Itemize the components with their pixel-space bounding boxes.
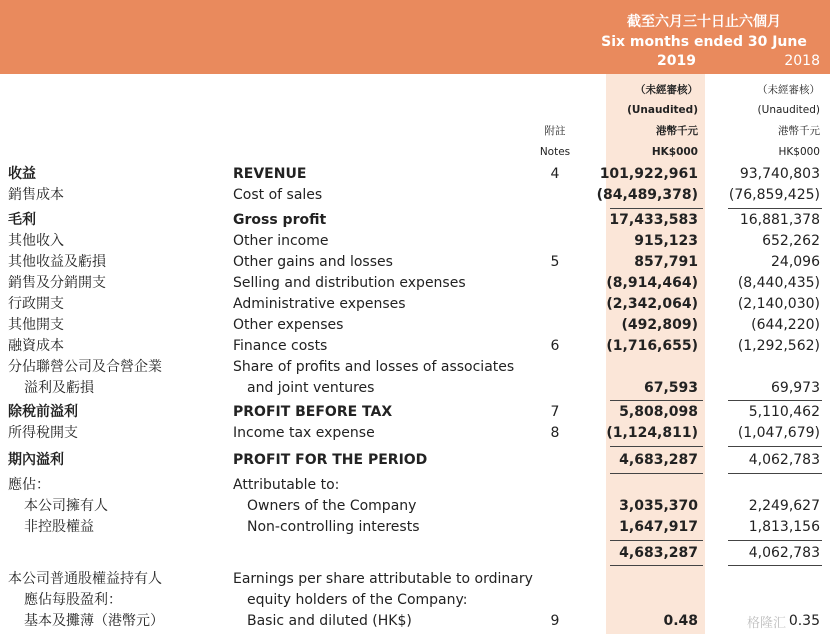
- rule-attrib-bottom-2019: [610, 565, 703, 566]
- watermark: 格隆汇: [746, 616, 786, 631]
- owners-2019: 3,035,370: [619, 498, 698, 514]
- cost-of-sales-label-en: Cost of sales: [233, 187, 323, 203]
- finance-costs-note: 6: [550, 338, 560, 354]
- header-band: [0, 0, 830, 74]
- profit-label-cn: 期內溢利: [8, 452, 64, 468]
- gross-profit-label-cn: 毛利: [8, 212, 36, 228]
- tax-label-en: Income tax expense: [233, 425, 375, 441]
- profit-2019: 4,683,287: [619, 452, 698, 468]
- revenue-2018: 93,740,803: [739, 166, 820, 182]
- other-gains-2018: 24,096: [771, 254, 820, 270]
- attrib-total-2019: 4,683,287: [619, 545, 698, 561]
- admin-2018: (2,140,030): [737, 296, 820, 312]
- currency-cn-2018: 港幣千元: [778, 125, 820, 137]
- pbt-label-en: PROFIT BEFORE TAX: [233, 404, 393, 420]
- revenue-2019: 101,922,961: [599, 166, 698, 182]
- other-gains-label-en: Other gains and losses: [233, 254, 393, 270]
- tax-2019: (1,124,811): [606, 425, 698, 441]
- eps-label-en-1: Earnings per share attributable to ordinary: [233, 571, 533, 587]
- share-assoc-label-cn-2: 溢利及虧損: [24, 380, 94, 396]
- other-expenses-2018: (644,220): [751, 317, 820, 333]
- cost-of-sales-2018: (76,859,425): [728, 187, 820, 203]
- unaudited-cn-2019: （未經審核）: [635, 84, 698, 96]
- profit-label-en: PROFIT FOR THE PERIOD: [233, 452, 428, 468]
- owners-label-en: Owners of the Company: [247, 498, 417, 514]
- revenue-label-cn: 收益: [8, 166, 36, 182]
- eps-label-cn-3: 基本及攤薄（港幣元）: [24, 613, 164, 629]
- notes-header-en: Notes: [539, 146, 571, 158]
- nci-2019: 1,647,917: [619, 519, 698, 535]
- rule-profit-bottom-2018: [728, 473, 822, 474]
- eps-2018: 0.35: [788, 613, 820, 629]
- rule-attrib-top-2019: [610, 540, 703, 541]
- pbt-2019: 5,808,098: [619, 404, 698, 420]
- share-assoc-label-en-1: Share of profits and losses of associates: [233, 359, 515, 375]
- cost-of-sales-label-cn: 銷售成本: [8, 187, 64, 203]
- finance-costs-label-cn: 融資成本: [8, 338, 64, 354]
- other-gains-2019: 857,791: [634, 254, 698, 270]
- eps-2019: 0.48: [663, 613, 698, 629]
- owners-2018: 2,249,627: [748, 498, 820, 514]
- rule-profit-top-2019: [610, 446, 703, 447]
- selling-label-en: Selling and distribution expenses: [233, 275, 466, 291]
- owners-label-cn: 本公司擁有人: [24, 498, 108, 514]
- share-assoc-label-en-2: and joint ventures: [247, 380, 375, 396]
- gross-profit-2019: 17,433,583: [609, 212, 698, 228]
- rule-pbt-2019: [610, 400, 703, 401]
- tax-note: 8: [550, 425, 560, 441]
- attrib-label-en: Attributable to:: [233, 477, 340, 493]
- year-2018: 2018: [784, 53, 820, 69]
- pbt-note: 7: [550, 404, 560, 420]
- pbt-label-cn: 除稅前溢利: [8, 404, 78, 420]
- share-assoc-2019: 67,593: [643, 380, 698, 396]
- year-2019: 2019: [657, 53, 696, 69]
- currency-en-2018: HK$000: [778, 146, 820, 158]
- pbt-2018: 5,110,462: [748, 404, 820, 420]
- attrib-total-2018: 4,062,783: [748, 545, 820, 561]
- revenue-note: 4: [550, 166, 560, 182]
- admin-label-cn: 行政開支: [8, 296, 64, 312]
- rule-profit-bottom-2019: [610, 473, 703, 474]
- finance-costs-2018: (1,292,562): [737, 338, 820, 354]
- other-gains-label-cn: 其他收益及虧損: [8, 254, 106, 270]
- eps-label-en-3: Basic and diluted (HK$): [247, 613, 412, 629]
- period-caption-en: Six months ended 30 June: [601, 34, 807, 50]
- attrib-label-cn: 應佔：: [8, 477, 50, 493]
- tax-label-cn: 所得稅開支: [8, 425, 78, 441]
- profit-2018: 4,062,783: [748, 452, 820, 468]
- unaudited-cn-2018: （未經審核）: [757, 84, 820, 96]
- other-expenses-2019: (492,809): [621, 317, 698, 333]
- unaudited-en-2018: (Unaudited): [757, 104, 820, 116]
- rule-pbt-2018: [728, 400, 822, 401]
- finance-costs-2019: (1,716,655): [606, 338, 698, 354]
- other-income-label-cn: 其他收入: [8, 233, 64, 249]
- selling-2018: (8,440,435): [737, 275, 820, 291]
- rule-profit-top-2018: [728, 446, 822, 447]
- eps-label-cn-1: 本公司普通股權益持有人: [8, 571, 162, 587]
- tax-2018: (1,047,679): [737, 425, 820, 441]
- rule-gross-2018: [728, 208, 822, 209]
- finance-costs-label-en: Finance costs: [233, 338, 328, 354]
- other-income-2018: 652,262: [762, 233, 820, 249]
- gross-profit-2018: 16,881,378: [739, 212, 820, 228]
- notes-header-cn: 附註: [544, 125, 566, 137]
- eps-label-en-2: equity holders of the Company:: [247, 592, 468, 608]
- currency-cn-2019: 港幣千元: [656, 125, 698, 137]
- admin-label-en: Administrative expenses: [233, 296, 406, 312]
- nci-2018: 1,813,156: [748, 519, 820, 535]
- unaudited-en-2019: (Unaudited): [627, 104, 698, 116]
- other-income-label-en: Other income: [233, 233, 329, 249]
- rule-gross-2019: [610, 208, 703, 209]
- other-income-2019: 915,123: [634, 233, 698, 249]
- revenue-label-en: REVENUE: [233, 166, 307, 182]
- selling-label-cn: 銷售及分銷開支: [8, 275, 106, 291]
- gross-profit-label-en: Gross profit: [233, 212, 327, 228]
- selling-2019: (8,914,464): [606, 275, 698, 291]
- admin-2019: (2,342,064): [606, 296, 698, 312]
- eps-note: 9: [550, 613, 560, 629]
- nci-label-en: Non-controlling interests: [247, 519, 420, 535]
- other-gains-note: 5: [550, 254, 560, 270]
- currency-en-2019: HK$000: [651, 146, 698, 158]
- share-assoc-label-cn-1: 分佔聯營公司及合營企業: [8, 359, 162, 375]
- other-expenses-label-en: Other expenses: [233, 317, 344, 333]
- share-assoc-2018: 69,973: [771, 380, 820, 396]
- nci-label-cn: 非控股權益: [24, 519, 94, 535]
- eps-label-cn-2: 應佔每股盈利：: [24, 592, 122, 608]
- rule-attrib-bottom-2018: [728, 565, 822, 566]
- cost-of-sales-2019: (84,489,378): [596, 187, 698, 203]
- rule-attrib-top-2018: [728, 540, 822, 541]
- other-expenses-label-cn: 其他開支: [8, 317, 64, 333]
- period-caption-cn: 截至六月三十日止六個月: [627, 14, 781, 30]
